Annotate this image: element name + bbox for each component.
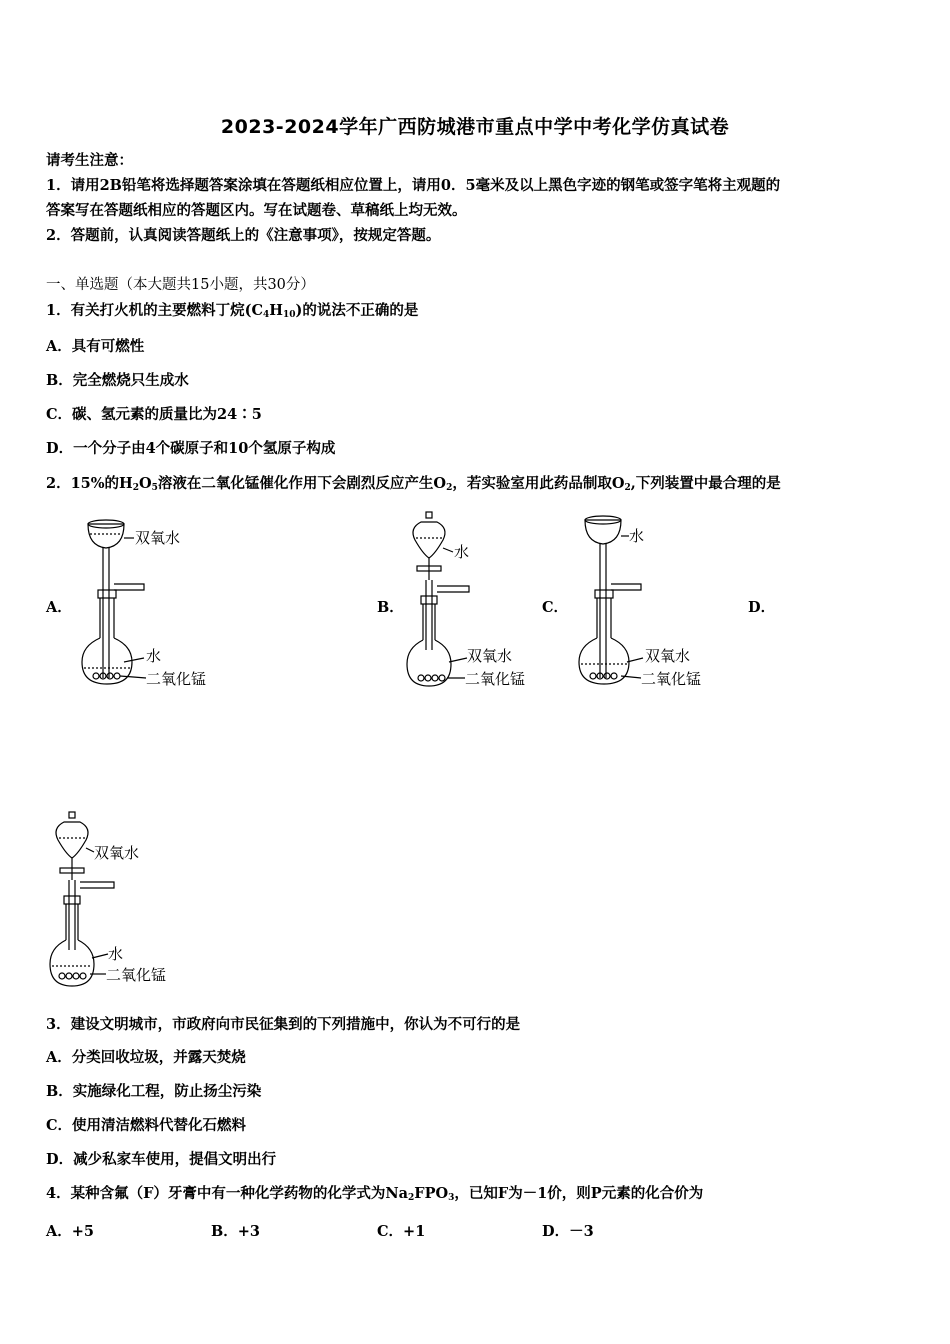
q4-option-a: A．+5 bbox=[46, 1223, 94, 1240]
q3-option-d: D．减少私家车使用，提倡文明出行 bbox=[46, 1151, 277, 1168]
question-1-stem: 1．有关打火机的主要燃料丁烷$(C_4H_{10})$的说法不正确的是 bbox=[46, 302, 419, 320]
q4-option-d: D．－3 bbox=[542, 1223, 594, 1240]
c-label-water: 水 bbox=[629, 527, 645, 545]
q1-option-c: C．碳、氢元素的质量比为24∶5 bbox=[46, 406, 262, 423]
c-label-mno2: 二氧化锰 bbox=[641, 670, 702, 688]
notice-line-3: 2．答题前，认真阅读答题纸上的《注意事项》，按规定答题。 bbox=[46, 227, 441, 244]
b-label-mno2: 二氧化锰 bbox=[465, 670, 526, 688]
q4-option-c: C．+1 bbox=[377, 1223, 426, 1240]
q2-option-a-letter: A． bbox=[46, 599, 72, 616]
apparatus-d-diagram bbox=[40, 808, 220, 993]
notice-heading: 请考生注意： bbox=[46, 152, 133, 169]
apparatus-b-diagram bbox=[395, 510, 565, 695]
d-label-h2o2: 双氧水 bbox=[94, 844, 140, 862]
b-label-h2o2: 双氧水 bbox=[467, 647, 513, 665]
notice-line-2: 答案写在答题纸相应的答题区内。写在试题卷、草稿纸上均无效。 bbox=[46, 202, 467, 219]
b-label-water: 水 bbox=[454, 543, 470, 561]
c-label-h2o2: 双氧水 bbox=[645, 647, 691, 665]
q2-option-b-letter: B． bbox=[377, 599, 404, 616]
q1-option-a: A．具有可燃性 bbox=[46, 338, 145, 355]
a-label-h2o2: 双氧水 bbox=[135, 529, 181, 547]
q3-option-a: A．分类回收垃圾，并露天焚烧 bbox=[46, 1049, 246, 1066]
question-2-stem: 2．15%的$H_2O_5$溶液在二氧化锰催化作用下会剧烈反应产生$O_2$，若实验室用此药品制取$O_2$,下列装置中最合理的是 bbox=[46, 475, 781, 493]
q4-option-b: B．+3 bbox=[211, 1223, 260, 1240]
q2-option-c-letter: C． bbox=[542, 599, 569, 616]
q1-option-b: B．完全燃烧只生成水 bbox=[46, 372, 189, 389]
page-title: 2023-2024学年广西防城港市重点中学中考化学仿真试卷 bbox=[220, 116, 730, 138]
d-label-mno2: 二氧化锰 bbox=[106, 966, 167, 984]
q3-option-c: C．使用清洁燃料代替化石燃料 bbox=[46, 1117, 247, 1134]
section-heading: 一、单选题（本大题共15小题，共30分） bbox=[46, 277, 315, 293]
notice-line-1: 1．请用2B铅笔将选择题答案涂填在答题纸相应位置上，请用0．5毫米及以上黑色字迹的钢笔或签字笔将主观题的 bbox=[46, 177, 781, 194]
a-label-water: 水 bbox=[146, 647, 162, 665]
apparatus-c-diagram bbox=[565, 510, 735, 695]
q3-option-b: B．实施绿化工程，防止扬尘污染 bbox=[46, 1083, 262, 1100]
d-label-water: 水 bbox=[108, 945, 124, 963]
apparatus-a-diagram bbox=[60, 510, 240, 695]
q2-option-d-letter: D． bbox=[748, 599, 776, 616]
a-label-mno2: 二氧化锰 bbox=[146, 670, 207, 688]
question-4-stem: 4．某种含氟（F）牙膏中有一种化学药物的化学式为$Na_2FPO_3$，已知F为－1价，则P元素的化合价为 bbox=[46, 1185, 704, 1203]
question-3-stem: 3．建设文明城市，市政府向市民征集到的下列措施中，你认为不可行的是 bbox=[46, 1016, 521, 1033]
q1-option-d: D．一个分子由4个碳原子和10个氢原子构成 bbox=[46, 440, 336, 457]
